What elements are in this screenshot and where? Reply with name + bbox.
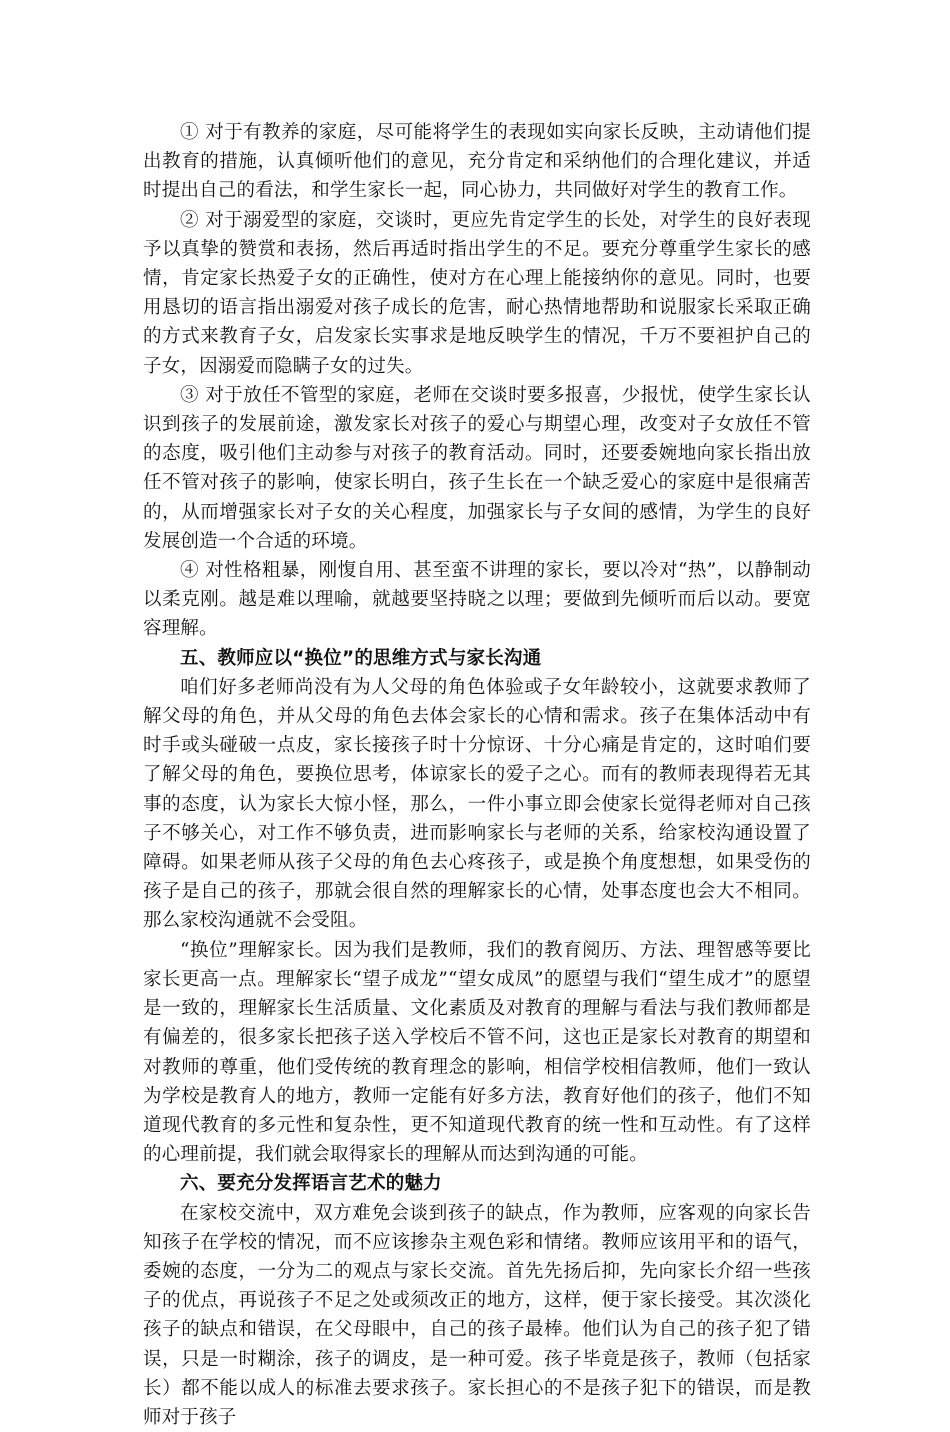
- section-heading-six: 六、要充分发挥语言艺术的魅力: [180, 1173, 442, 1195]
- paragraph-understand-parents: “换位”理解家长。因为我们是教师，我们的教育阅历、方法、理智感等要比家长更高一点。理解家长“望子成龙”“望女成凤”的愿望与我们“望生成才”的愿望是一致的，理解家长生活质量、文化素质及对教育的理解与看法与我们教师都是有偏差的，很多家长把孩子送入学校后不管不问，这也正是家长对教育的期望和对教师的尊重，他们受传统的教育理念的影响，相信学校相信教师，他们一致认为学校是教育人的地方，教师一定能有好多方法，教育好他们的孩子，他们不知道现代教育的多元性和复杂性，更不知道现代教育的统一性和互动性。有了这样的心理前提，我们就会取得家长的理解从而达到沟通的可能。: [143, 939, 811, 1166]
- paragraph-cultured-family: ① 对于有教养的家庭，尽可能将学生的表现如实向家长反映，主动请他们提出教育的措施，认真倾听他们的意见，充分肯定和采纳他们的合理化建议，并适时提出自己的看法，和学生家长一起，同心协力，共同做好对学生的教育工作。: [143, 122, 811, 202]
- paragraph-doting-family: ② 对于溺爱型的家庭，交谈时，更应先肯定学生的长处，对学生的良好表现予以真挚的赞赏和表扬，然后再适时指出学生的不足。要充分尊重学生家长的感情，肯定家长热爱子女的正确性，使对方在心理上能接纳你的意见。同时，也要用恳切的语言指出溺爱对孩子成长的危害，耐心热情地帮助和说服家长采取正确的方式来教育子女，启发家长实事求是地反映学生的情况，千万不要袒护自己的子女，因溺爱而隐瞒子女的过失。: [143, 209, 811, 377]
- document-page: [143, 118, 811, 1432]
- paragraph-role-perspective: 咱们好多老师尚没有为人父母的角色体验或子女年龄较小，这就要求教师了解父母的角色，并从父母的角色去体会家长的心情和需求。孩子在集体活动中有时手或头碰破一点皮，家长接孩子时十分惊讶、十分心痛是肯定的，这时咱们要了解父母的角色，要换位思考，体谅家长的爱子之心。而有的教师表现得若无其事的态度，认为家长大惊小怪，那么，一件小事立即会使家长觉得老师对自己孩子不够关心，对工作不够负责，进而影响家长与老师的关系，给家校沟通设置了障碍。如果老师从孩子父母的角色去心疼孩子，或是换个角度想想，如果受伤的孩子是自己的孩子，那就会很自然的理解家长的心情，处事态度也会大不相同。那么家校沟通就不会受阻。: [143, 676, 811, 932]
- section-heading-five: 五、教师应以“换位”的思维方式与家长沟通: [180, 647, 542, 669]
- paragraph-language-art: 在家校交流中，双方难免会谈到孩子的缺点，作为教师，应客观的向家长告知孩子在学校的情况，而不应该掺杂主观色彩和情绪。教师应该用平和的语气，委婉的态度，一分为二的观点与家长交流。首先先扬后抑，先向家长介绍一些孩子的优点，再说孩子不足之处或须改正的地方，这样，便于家长接受。其次淡化孩子的缺点和错误，在父母眼中，自己的孩子最棒。他们认为自己的孩子犯了错误，只是一时糊涂，孩子的调皮，是一种可爱。孩子毕竟是孩子，教师（包括家长）都不能以成人的标准去要求孩子。家长担心的不是孩子犯下的错误，而是教师对于孩子: [143, 1202, 811, 1428]
- paragraph-neglectful-family: ③ 对于放任不管型的家庭，老师在交谈时要多报喜，少报忧，使学生家长认识到孩子的发展前途，激发家长对孩子的爱心与期望心理，改变对子女放任不管的态度，吸引他们主动参与对孩子的教育活动。同时，还要委婉地向家长指出放任不管对孩子的影响，使家长明白，孩子生长在一个缺乏爱心的家庭中是很痛苦的，从而增强家长对子女的关心程度，加强家长与子女间的感情，为学生的良好发展创造一个合适的环境。: [143, 384, 811, 552]
- paragraph-hot-tempered-parents: ④ 对性格粗暴，刚愎自用、甚至蛮不讲理的家长，要以冷对“热”，以静制动以柔克刚。越是难以理喻，就越要坚持晓之以理；要做到先倾听而后以动。要宽容理解。: [143, 560, 811, 640]
